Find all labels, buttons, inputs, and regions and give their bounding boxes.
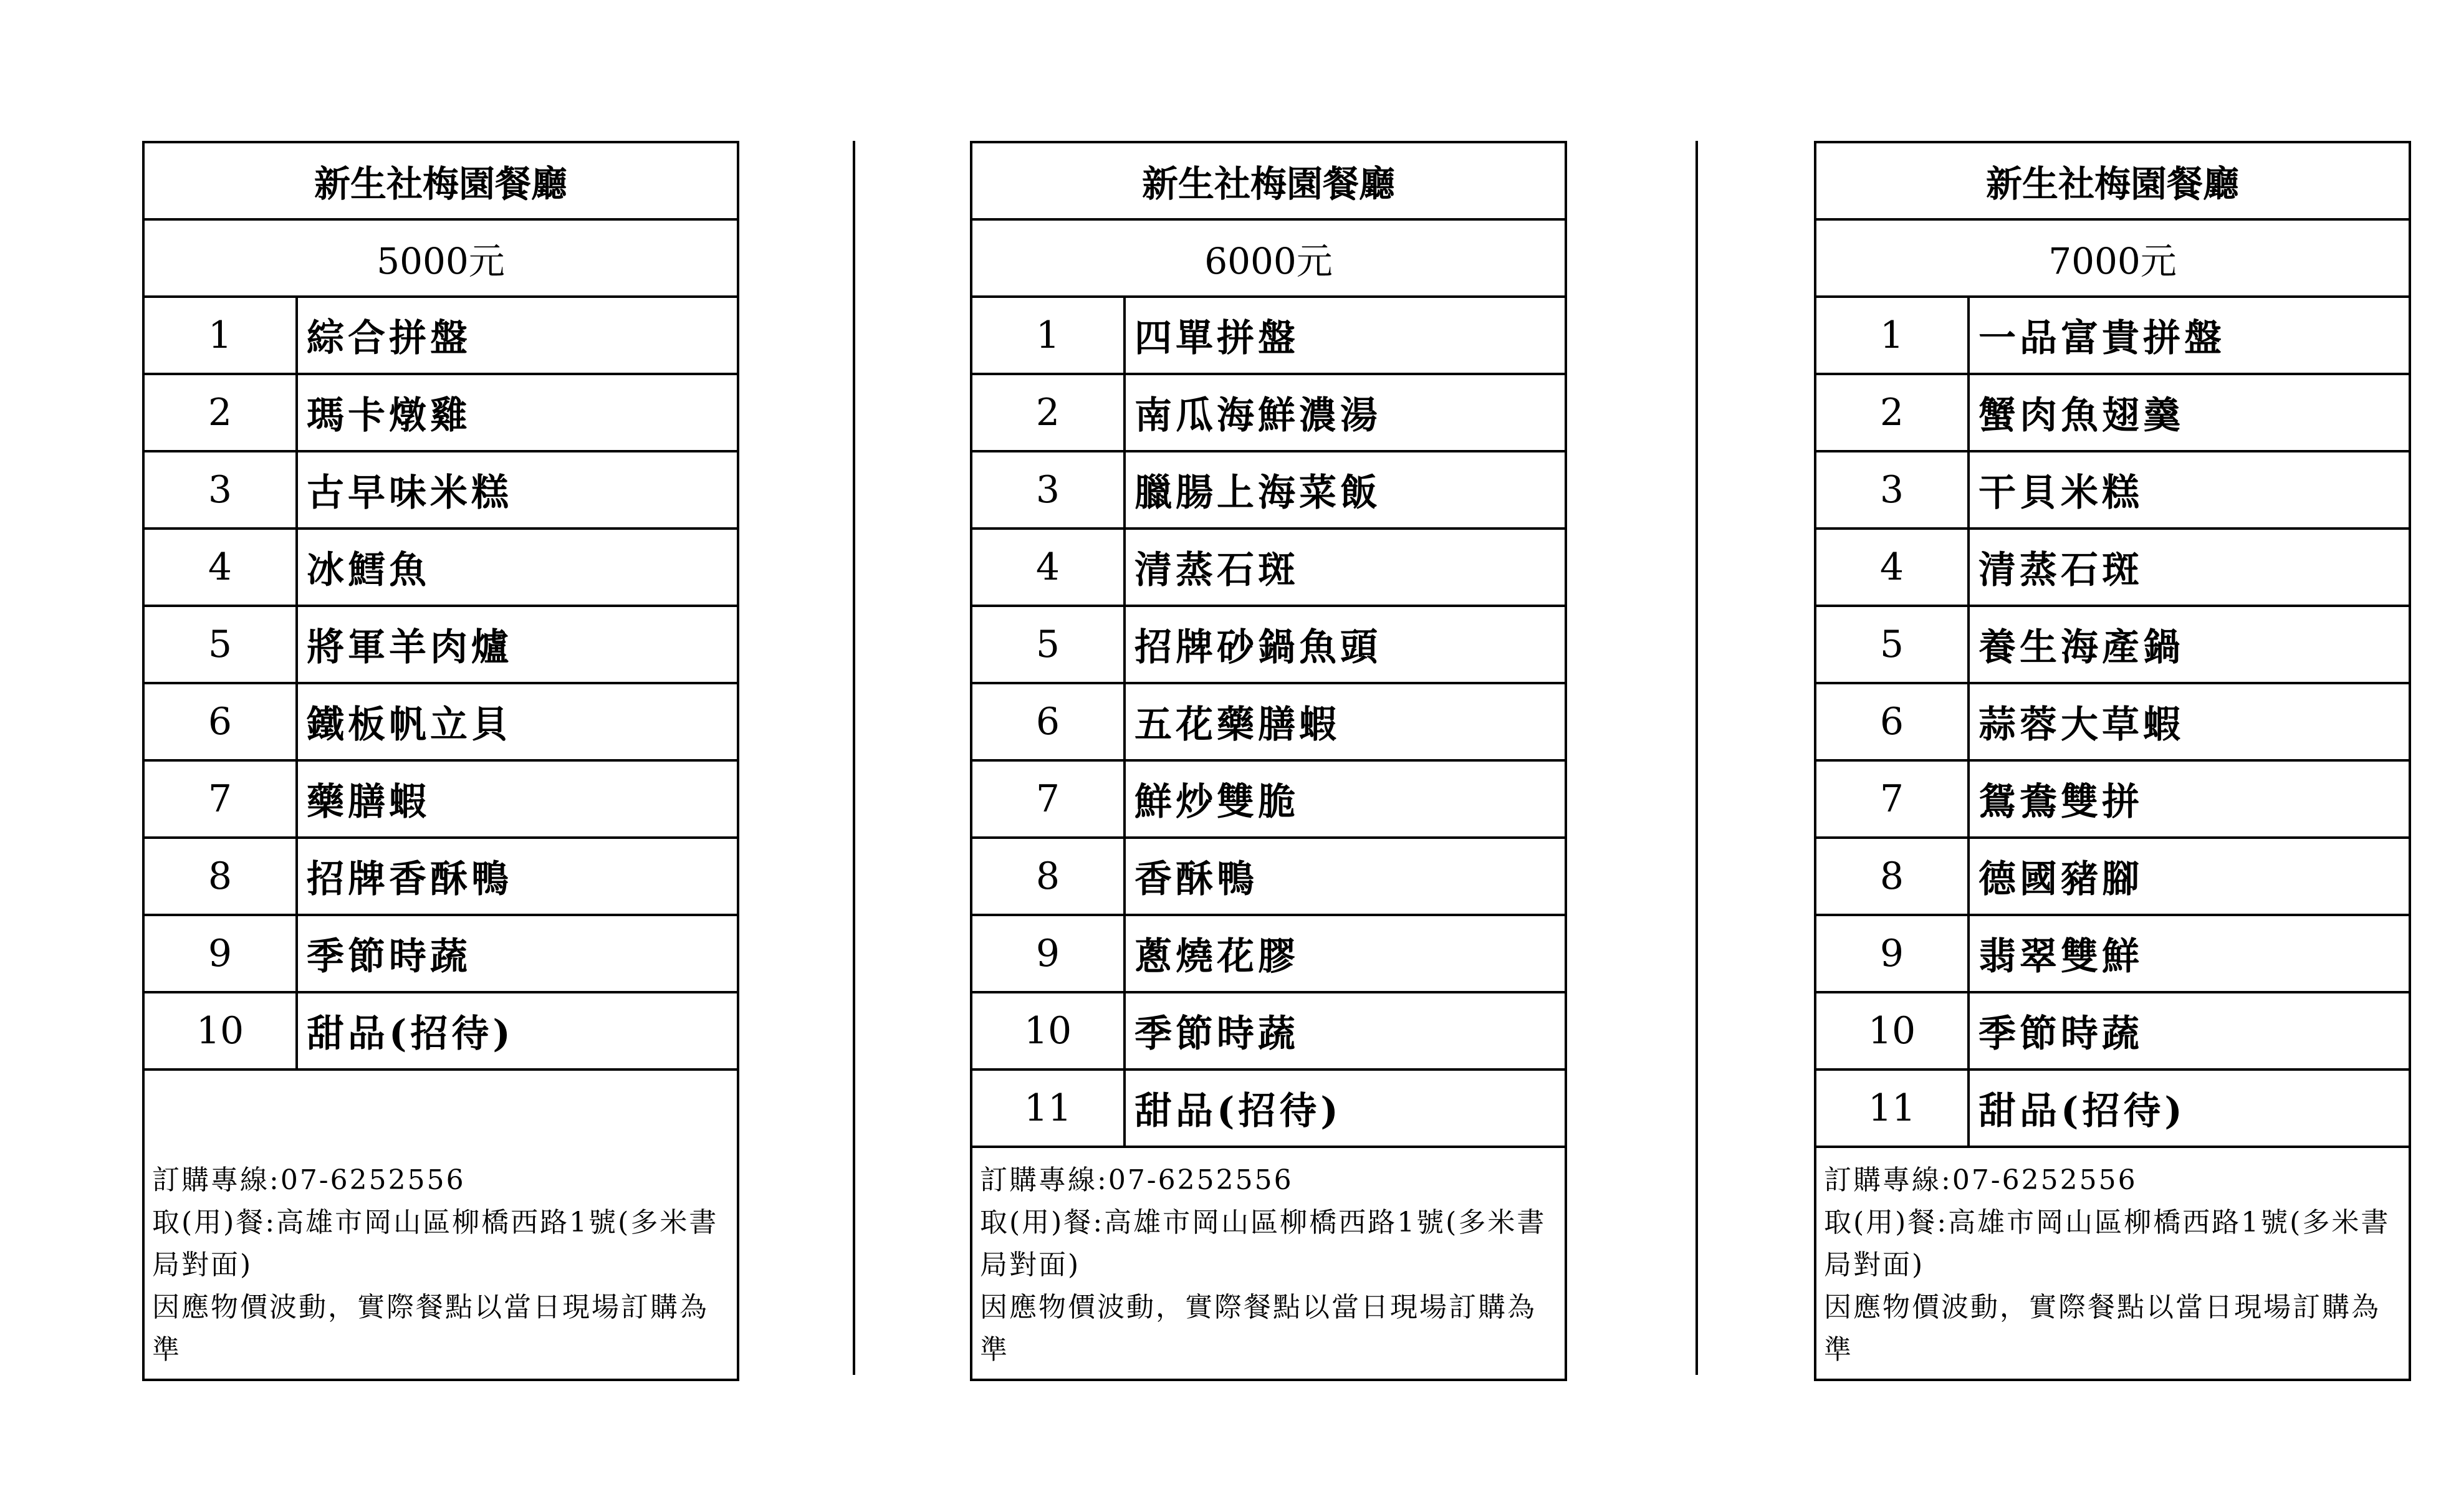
- dish-name: 甜品(招待): [1978, 1089, 2186, 1133]
- dish-name: 招牌砂鍋魚頭: [1134, 626, 1381, 669]
- order-line: 訂購專線:07-6252556: [980, 1164, 1293, 1196]
- contact-info: [145, 1148, 737, 1379]
- menu-price: 7000元: [1816, 221, 2409, 298]
- item-number: 7: [1816, 762, 1970, 836]
- menu-row: [1816, 298, 2409, 375]
- item-number: 3: [972, 452, 1126, 527]
- item-number: 5: [145, 607, 298, 682]
- menu-row: [1816, 452, 2409, 530]
- item-number: 1: [1816, 298, 1970, 373]
- item-number: 10: [972, 993, 1126, 1068]
- item-number: 7: [145, 762, 298, 836]
- menu-price: 5000元: [145, 221, 737, 298]
- item-number: 1: [972, 298, 1126, 373]
- menu-row: [972, 993, 1565, 1071]
- contact-info: [1816, 1148, 2409, 1379]
- dish-name: 蟹肉魚翅羹: [1978, 394, 2184, 438]
- dish-name: 季節時蔬: [307, 935, 471, 978]
- menu-row: [972, 762, 1565, 839]
- dish-name: 臘腸上海菜飯: [1134, 471, 1381, 515]
- dish-name: 一品富貴拼盤: [1978, 317, 2225, 360]
- dish-name: 清蒸石斑: [1134, 548, 1299, 592]
- item-number: 8: [972, 839, 1126, 914]
- item-number: 1: [145, 298, 298, 373]
- item-number: 4: [972, 530, 1126, 605]
- item-number: 5: [972, 607, 1126, 682]
- dish-name: 藥膳蝦: [307, 780, 430, 824]
- item-number: 3: [1816, 452, 1970, 527]
- menu-row: [972, 916, 1565, 993]
- dish-name: 德國豬腳: [1978, 858, 2143, 901]
- dish-name: 鐵板帆立貝: [307, 703, 512, 747]
- menu-row: [972, 607, 1565, 684]
- menu-row: [145, 916, 737, 993]
- menu-row: [145, 607, 737, 684]
- dish-name: 四單拼盤: [1134, 317, 1299, 360]
- menu-card-5000: [142, 141, 739, 1381]
- price-note: 因應物價波動，實際餐點以當日現場訂購為準: [980, 1291, 1537, 1366]
- dish-name: 甜品(招待): [1134, 1089, 1342, 1133]
- item-number: 8: [145, 839, 298, 914]
- menu-card-6000: [970, 141, 1567, 1381]
- dish-name: 瑪卡燉雞: [307, 394, 471, 438]
- column-divider: [853, 141, 855, 1375]
- menu-title: 新生社梅園餐廳: [1816, 143, 2409, 221]
- item-number: 4: [1816, 530, 1970, 605]
- menu-row: [972, 839, 1565, 916]
- item-number: 6: [1816, 684, 1970, 759]
- dish-name: 鮮炒雙脆: [1134, 780, 1299, 824]
- item-number: 11: [972, 1071, 1126, 1146]
- item-number: 9: [145, 916, 298, 991]
- dish-name: 古早味米糕: [307, 471, 512, 515]
- dish-name: 養生海產鍋: [1978, 626, 2184, 669]
- dish-name: 季節時蔬: [1978, 1012, 2143, 1056]
- menu-row: [1816, 684, 2409, 762]
- menu-row: [145, 684, 737, 762]
- menu-price: 6000元: [972, 221, 1565, 298]
- item-number: 9: [1816, 916, 1970, 991]
- menu-row: [972, 530, 1565, 607]
- menu-row: [145, 762, 737, 839]
- dish-name: 將軍羊肉爐: [307, 626, 512, 669]
- menu-row: [145, 375, 737, 452]
- contact-info: [972, 1148, 1565, 1379]
- menu-row: [145, 298, 737, 375]
- dish-name: 蒜蓉大草蝦: [1978, 703, 2184, 747]
- pickup-address: 取(用)餐:高雄市岡山區柳橋西路1號(多米書局對面): [1824, 1207, 2391, 1281]
- item-number: 11: [1816, 1071, 1970, 1146]
- item-number: 2: [1816, 375, 1970, 450]
- menu-row: [145, 530, 737, 607]
- menu-row: [145, 993, 737, 1071]
- menu-row: [1816, 993, 2409, 1071]
- item-number: 5: [1816, 607, 1970, 682]
- item-number: 9: [972, 916, 1126, 991]
- menu-row: [972, 375, 1565, 452]
- dish-name: 干貝米糕: [1978, 471, 2143, 515]
- item-number: 2: [145, 375, 298, 450]
- item-number: 6: [972, 684, 1126, 759]
- dish-name: 清蒸石斑: [1978, 548, 2143, 592]
- menu-title: 新生社梅園餐廳: [145, 143, 737, 221]
- item-number: 3: [145, 452, 298, 527]
- dish-name: 冰鱈魚: [307, 548, 430, 592]
- dish-name: 南瓜海鮮濃湯: [1134, 394, 1381, 438]
- menu-row: [972, 298, 1565, 375]
- order-line: 訂購專線:07-6252556: [152, 1164, 466, 1196]
- menu-row: [972, 452, 1565, 530]
- menu-row: [1816, 607, 2409, 684]
- item-number: 7: [972, 762, 1126, 836]
- pickup-address: 取(用)餐:高雄市岡山區柳橋西路1號(多米書局對面): [980, 1207, 1547, 1281]
- dish-name: 招牌香酥鴨: [307, 858, 512, 901]
- menu-row: [1816, 530, 2409, 607]
- dish-name: 甜品(招待): [307, 1012, 514, 1056]
- column-divider: [1695, 141, 1698, 1375]
- menu-row: [972, 1071, 1565, 1148]
- menu-row: [1816, 762, 2409, 839]
- menu-row: [1816, 839, 2409, 916]
- menu-row: [972, 684, 1565, 762]
- price-note: 因應物價波動，實際餐點以當日現場訂購為準: [152, 1291, 709, 1366]
- item-number: 2: [972, 375, 1126, 450]
- menu-row: [1816, 375, 2409, 452]
- item-number: 8: [1816, 839, 1970, 914]
- dish-name: 翡翠雙鮮: [1978, 935, 2143, 978]
- dish-name: 鴛鴦雙拼: [1978, 780, 2143, 824]
- item-number: 6: [145, 684, 298, 759]
- menu-row: [145, 452, 737, 530]
- price-note: 因應物價波動，實際餐點以當日現場訂購為準: [1824, 1291, 2381, 1366]
- item-number: 10: [145, 993, 298, 1068]
- item-number: 4: [145, 530, 298, 605]
- menu-card-7000: [1814, 141, 2411, 1381]
- dish-name: 綜合拼盤: [307, 317, 471, 360]
- menu-title: 新生社梅園餐廳: [972, 143, 1565, 221]
- empty-row: [145, 1071, 737, 1148]
- dish-name: 香酥鴨: [1134, 858, 1258, 901]
- item-number: 10: [1816, 993, 1970, 1068]
- menu-row: [145, 839, 737, 916]
- dish-name: 蔥燒花膠: [1134, 935, 1299, 978]
- order-line: 訂購專線:07-6252556: [1824, 1164, 2137, 1196]
- dish-name: 五花藥膳蝦: [1134, 703, 1340, 747]
- dish-name: 季節時蔬: [1134, 1012, 1299, 1056]
- menu-row: [1816, 1071, 2409, 1148]
- pickup-address: 取(用)餐:高雄市岡山區柳橋西路1號(多米書局對面): [152, 1207, 719, 1281]
- menu-row: [1816, 916, 2409, 993]
